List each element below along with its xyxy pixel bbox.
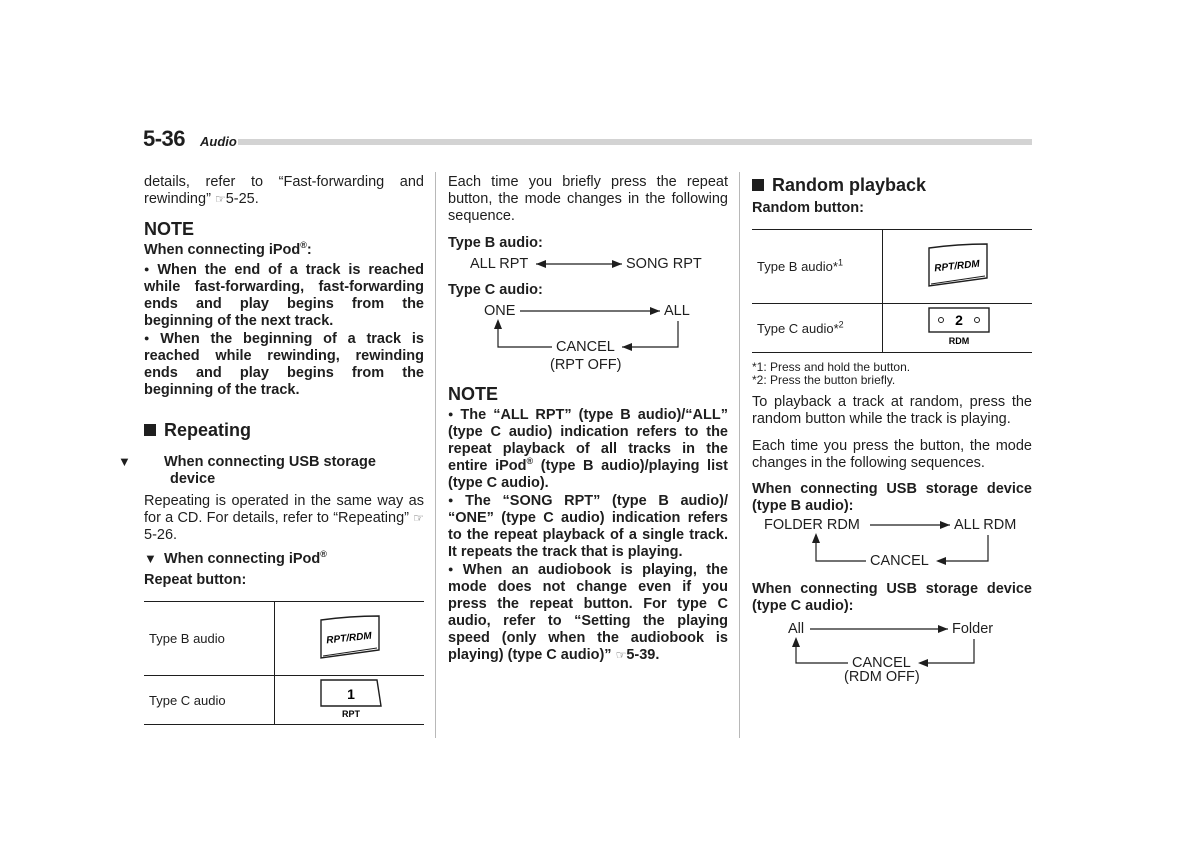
random-paragraph-1: To playback a track at random, press the random button while the track is playing. <box>752 394 1032 427</box>
sequence-label: ALL <box>664 303 690 319</box>
subheading-ipod: ▼ When connecting iPod® <box>144 549 327 567</box>
usb-type-b-label: When connecting USB storage device (type B audio): <box>752 481 1032 514</box>
triangle-down-icon: ▼ <box>144 551 157 566</box>
bullet-icon: ● <box>144 264 154 274</box>
bullet-icon: ● <box>448 495 462 505</box>
table-cell-button <box>883 230 1033 304</box>
footnote-1: *1: Press and hold the button. <box>752 360 911 374</box>
rpt-rdm-button-icon <box>315 614 385 660</box>
sequence-label: SONG RPT <box>626 256 702 272</box>
sequence-label: CANCEL <box>556 339 615 355</box>
usb-type-c-label: When connecting USB storage device (type C audio): <box>752 581 1032 614</box>
note-subheading: When connecting iPod®: <box>144 240 312 258</box>
column-divider-2 <box>739 172 740 738</box>
sequence-label: ONE <box>484 303 516 319</box>
subheading-usb: ▼ When connecting USB storage device <box>118 454 376 487</box>
page-number: 5-36 <box>143 126 186 151</box>
type-c-label: Type C audio: <box>448 282 543 298</box>
random-2-button-icon <box>923 304 993 348</box>
page-ref-icon: ☞ <box>214 192 226 206</box>
sequence-label: All <box>788 621 805 637</box>
type-c-sequence-diagram <box>448 299 728 367</box>
note-bullet-3: ● When an audiobook is playing, the mode does not change even if you press the repeat button. For type C audio, refer to “Setting the playing speed (only when the audiobook is playing) (type C audio)” ☞5-39. <box>448 562 728 663</box>
note-heading: NOTE <box>448 384 499 404</box>
table-cell-button <box>275 676 425 725</box>
bullet-icon: ● <box>448 564 459 574</box>
table-row <box>752 230 1032 304</box>
usb-type-c-sequence-diagram <box>752 615 1032 671</box>
column-3 <box>752 174 1032 686</box>
sequence-label: CANCEL <box>870 553 929 569</box>
random-button-label: Random button: <box>752 200 864 216</box>
repeat-button-label: Repeat button: <box>144 572 247 588</box>
button-caption: RPT/RDM <box>325 630 372 646</box>
table-row <box>144 602 424 676</box>
table-row <box>144 676 424 725</box>
square-bullet-icon <box>752 179 764 191</box>
type-b-sequence-diagram <box>448 252 728 280</box>
page-ref-icon: ☞ <box>413 511 424 525</box>
sequence-label: ALL RPT <box>470 256 529 272</box>
bullet-icon: ● <box>144 333 157 343</box>
cycle-arrows-icon <box>448 299 728 363</box>
repeat-1-button-icon <box>315 676 385 720</box>
button-caption: RPT/RDM <box>933 258 980 274</box>
cycle-arrows-icon <box>752 615 1032 671</box>
double-arrow-icon <box>448 252 728 280</box>
rpt-off-label: (RPT OFF) <box>550 357 622 373</box>
sequence-label: FOLDER RDM <box>764 517 860 533</box>
rpt-rdm-button-icon <box>923 242 993 288</box>
note-bullet-2: ● The “SONG RPT” (type B audio)/ “ONE” (type C audio) indication refers to the repeat playback of a single track. It repeats the track that is playing. <box>448 493 728 560</box>
note-heading: NOTE <box>144 219 195 239</box>
table-cell-type: Type B audio <box>144 602 275 676</box>
button-caption: RDM <box>948 336 969 346</box>
sequence-label: ALL RDM <box>954 517 1017 533</box>
random-paragraph-2: Each time you press the button, the mode changes in the following sequences. <box>752 438 1032 471</box>
sequence-label: Folder <box>952 621 994 637</box>
column-divider-1 <box>435 172 436 738</box>
button-number: 1 <box>346 686 355 702</box>
sequence-label: CANCEL <box>852 655 911 671</box>
note-bullet-2: ● When the beginning of a track is reached while rewinding, rewinding ends and play begins from the beginning of the track. <box>144 331 424 398</box>
section-heading-random: Random playback <box>752 174 1032 196</box>
intro-paragraph: details, refer to “Fast-forwarding and rewinding” ☞5-25. <box>144 174 424 207</box>
rdm-off-label: (RDM OFF) <box>844 669 920 685</box>
type-b-label: Type B audio: <box>448 235 543 251</box>
bullet-icon: ● <box>448 409 457 419</box>
square-bullet-icon <box>144 424 156 436</box>
table-cell-type: Type C audio <box>144 676 275 725</box>
table-row <box>752 304 1032 353</box>
section-heading-repeating: Repeating <box>144 419 424 441</box>
repeat-button-table <box>144 601 424 725</box>
triangle-down-icon: ▼ <box>118 454 131 469</box>
usb-type-b-sequence-diagram <box>752 515 1032 573</box>
button-number: 2 <box>954 312 963 328</box>
table-cell-type: Type C audio*$^2$ <box>752 304 883 353</box>
column-2 <box>448 174 728 664</box>
table-cell-button <box>883 304 1033 353</box>
note-bullet-1: ● When the end of a track is reached while fast-forwarding, fast-forwarding ends and play begins from the beginning of the next track. <box>144 262 424 329</box>
cycle-arrows-icon <box>752 515 1032 573</box>
random-button-table <box>752 229 1032 353</box>
intro-paragraph: Each time you briefly press the repeat button, the mode changes in the following sequence. <box>448 174 728 224</box>
footnote-2: *2: Press the button briefly. <box>752 373 896 387</box>
usb-repeat-paragraph: Repeating is operated in the same way as for a CD. For details, refer to “Repeating” ☞5-26. <box>144 493 424 543</box>
column-1 <box>118 174 424 725</box>
page-ref-icon: ☞ <box>615 648 627 662</box>
table-cell-type: Type B audio*$^1$ <box>752 230 883 304</box>
header-bar <box>238 139 1032 145</box>
button-caption: RPT <box>341 709 360 719</box>
table-cell-button <box>275 602 425 676</box>
section-name: Audio <box>200 134 237 149</box>
note-bullet-1: ● The “ALL RPT” (type B audio)/“ALL” (type C audio) indication refers to the repeat playback of all tracks in the entire iPod® (type B audio)/playing list (type C audio). <box>448 407 728 491</box>
